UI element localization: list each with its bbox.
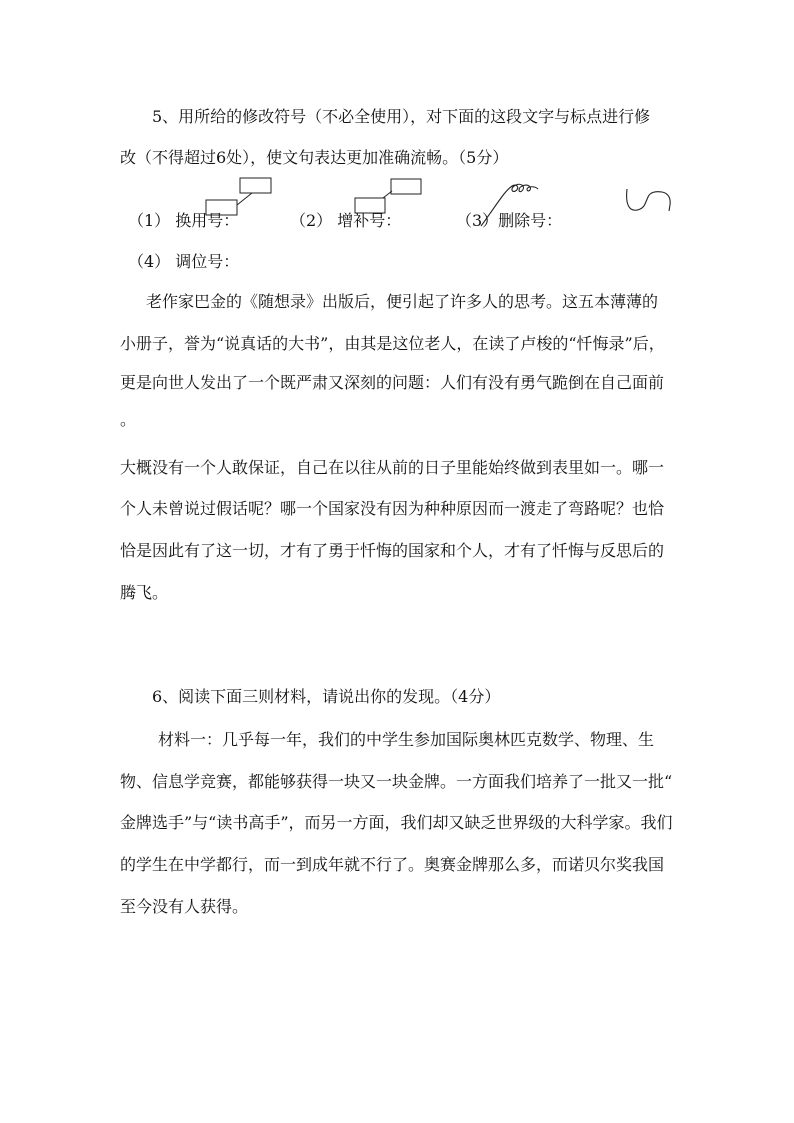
q5-passage-line-1: 老作家巴金的《随想录》出版后，便引起了许多人的思考。这五本薄薄的 [146, 292, 659, 311]
q5-prompt-line-2: 改（不得超过6处），使文句表达更加准确流畅。（5分） [120, 148, 509, 167]
q6-material-line-1: 材料一：几乎每一年，我们的中学生参加国际奥林匹克数学、物理、生 [158, 730, 655, 749]
q5-passage-line-8: 腾飞。 [120, 583, 169, 602]
symbol-label-insert: （2） 增补号： [290, 211, 402, 230]
q5-passage-line-4: 。 [120, 410, 137, 429]
q5-passage-line-2: 小册子，誉为“说真话的大书”，由其是这位老人，在读了卢梭的“忏悔录”后， [120, 334, 665, 353]
q6-material-line-5: 至今没有人获得。 [120, 897, 249, 916]
q5-passage-line-7: 恰是因此有了这一切，才有了勇于忏悔的国家和个人，才有了忏悔与反思后的 [120, 541, 665, 560]
symbol-label-transpose: （4） 调位号： [128, 252, 240, 271]
q6-material-line-2: 物、信息学竞赛，都能够获得一块又一块金牌。一方面我们培养了一批又一批“ [120, 772, 673, 791]
delete-mark-icon [481, 184, 538, 226]
q5-passage-line-5: 大概没有一个人敢保证，自己在以往从前的日子里能始终做到表里如一。哪一 [120, 458, 665, 477]
q6-prompt: 6、阅读下面三则材料，请说出你的发现。（4分） [152, 687, 501, 706]
correction-marks [0, 0, 794, 300]
symbol-label-replace: （1） 换用号： [128, 211, 240, 230]
q5-passage-line-3: 更是向世人发出了一个既严肃又深刻的问题：人们有没有勇气跪倒在自己面前 [120, 373, 665, 392]
symbol-label-delete: （3）删除号： [456, 211, 563, 230]
replace-mark-icon [206, 178, 271, 215]
q5-prompt-line-1: 5、用所给的修改符号（不必全使用），对下面的这段文字与标点进行修 [152, 107, 651, 126]
transpose-mark-icon [627, 189, 671, 211]
q6-material-line-4: 的学生在中学都行，而一到成年就不行了。奥赛金牌那么多，而诺贝尔奖我国 [120, 855, 665, 874]
insert-mark-icon [355, 179, 421, 213]
q5-passage-line-6: 个人未曾说过假话呢？哪一个国家没有因为种种原因而一渡走了弯路呢？也恰 [120, 499, 665, 518]
q6-material-line-3: 金牌选手”与“读书高手”，而另一方面，我们却又缺乏世界级的大科学家。我们 [120, 813, 673, 832]
